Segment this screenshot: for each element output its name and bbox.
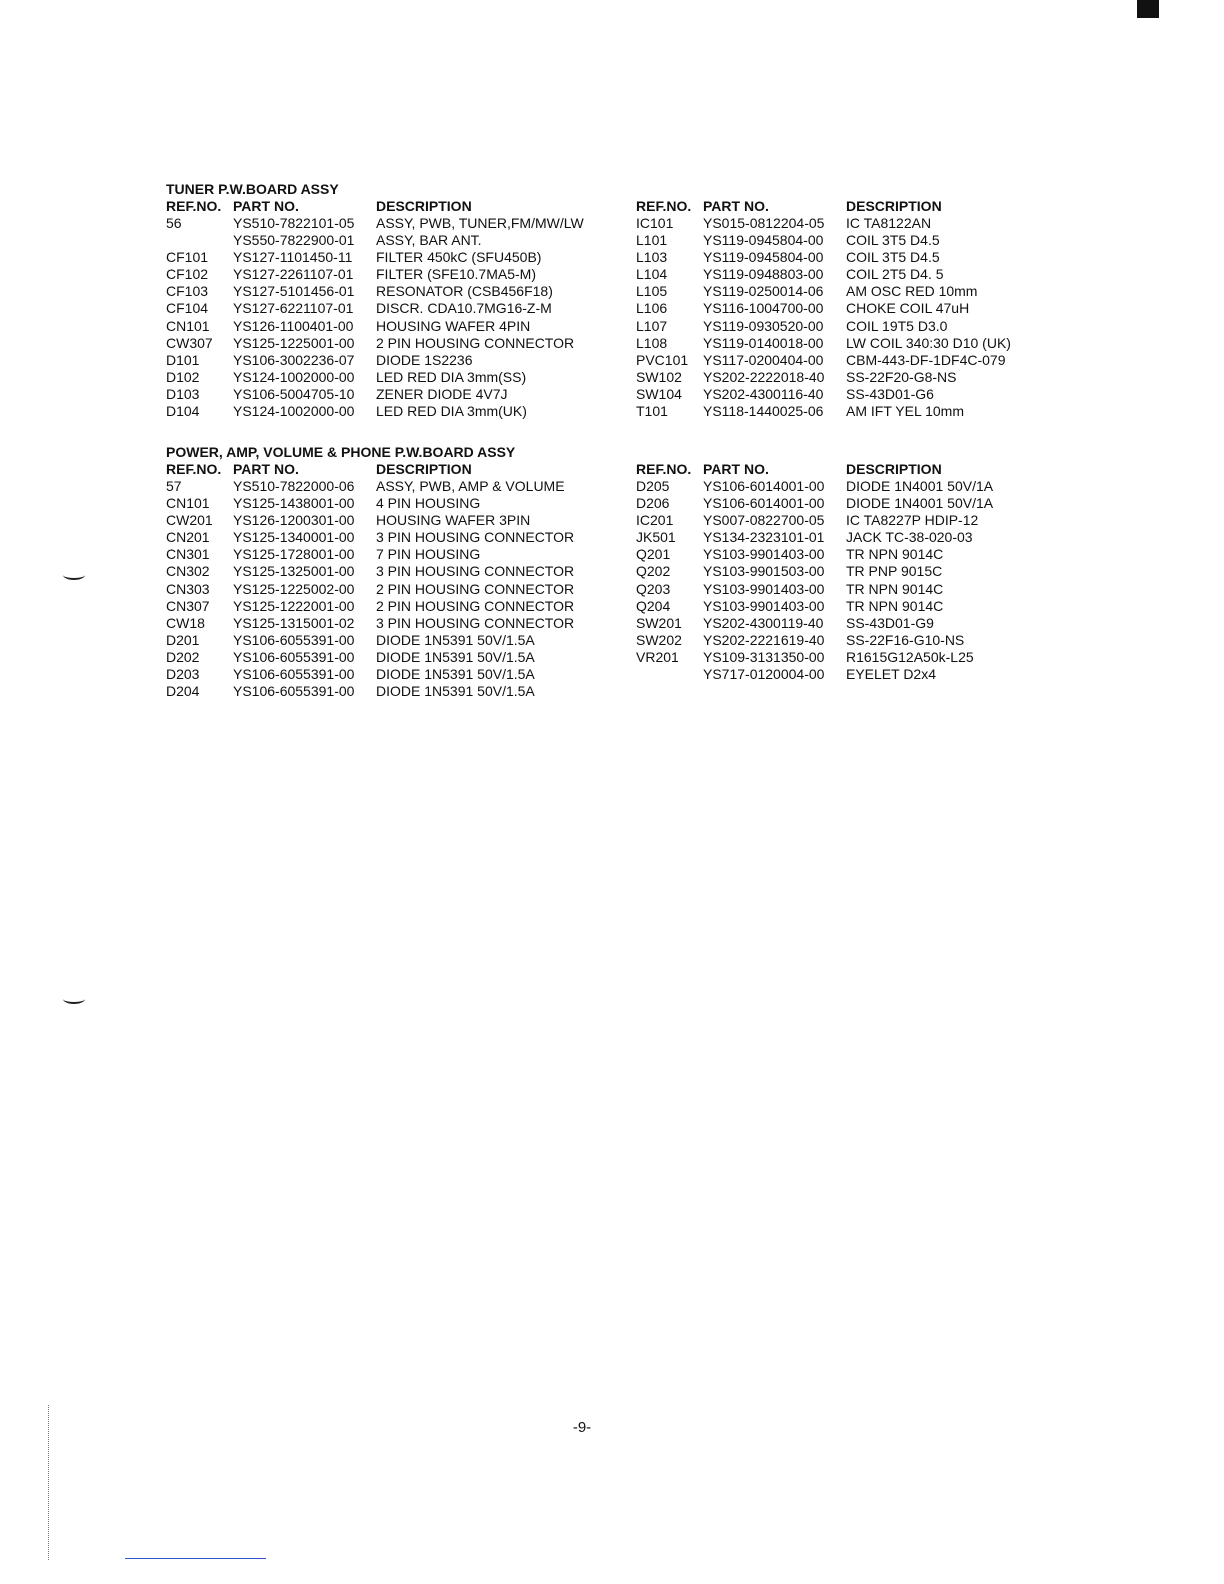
part-no-cell: YS124-1002000-00 xyxy=(233,403,355,420)
description-cell: JACK TC-38-020-03 xyxy=(846,529,973,546)
description-cell: DIODE 1S2236 xyxy=(376,351,473,368)
table-row xyxy=(166,335,606,352)
table-row xyxy=(166,563,606,580)
part-no-cell: YS116-1004700-00 xyxy=(703,300,824,317)
description-header: DESCRIPTION xyxy=(376,461,472,477)
description-cell: SS-43D01-G9 xyxy=(846,614,934,631)
part-no-cell: YS106-6014001-00 xyxy=(703,495,825,512)
footer-underline xyxy=(125,1558,266,1559)
scan-edge-line xyxy=(48,1405,49,1560)
ref-no-cell: CW18 xyxy=(166,614,205,631)
table-row xyxy=(166,215,606,232)
part-no-cell: YS119-0948803-00 xyxy=(703,266,824,283)
table-row xyxy=(636,249,1076,266)
table-row xyxy=(166,615,606,632)
part-no-header: PART NO. xyxy=(233,461,299,477)
description-cell: SS-43D01-G6 xyxy=(846,385,934,402)
part-no-cell: YS106-3002236-07 xyxy=(233,351,355,368)
description-cell: IC TA8122AN xyxy=(846,215,932,231)
table-row xyxy=(166,403,606,420)
table-header-row xyxy=(636,461,1076,478)
ref-no-cell: CF101 xyxy=(166,249,209,266)
part-no-cell: YS134-2323101-01 xyxy=(703,529,825,546)
description-cell: IC TA8227P HDIP-12 xyxy=(846,512,979,529)
table-header-row xyxy=(166,198,606,215)
table-row xyxy=(166,581,606,598)
part-no-cell: YS103-9901403-00 xyxy=(703,546,825,563)
description-cell: 2 PIN HOUSING CONNECTOR xyxy=(376,580,575,597)
description-cell: HOUSING WAFER 4PIN xyxy=(376,317,531,334)
part-no-cell: YS125-1340001-00 xyxy=(233,529,355,546)
description-header: DESCRIPTION xyxy=(846,461,942,477)
ref-no-cell: 57 xyxy=(166,478,182,494)
part-no-header: PART NO. xyxy=(703,198,769,214)
part-no-cell: YS126-1100401-00 xyxy=(233,317,354,334)
ref-no-cell: L101 xyxy=(636,232,668,249)
part-no-cell: YS202-4300119-40 xyxy=(703,614,824,631)
description-cell: DIODE 1N4001 50V/1A xyxy=(846,478,994,494)
description-cell: LED RED DIA 3mm(SS) xyxy=(376,368,527,385)
part-no-cell: YS109-3131350-00 xyxy=(703,648,825,665)
part-no-cell: YS510-7822000-06 xyxy=(233,478,355,494)
table-row xyxy=(636,403,1076,420)
ref-no-cell: D205 xyxy=(636,478,670,494)
description-cell: 3 PIN HOUSING CONNECTOR xyxy=(376,563,575,580)
power-left-table xyxy=(166,461,606,700)
table-row xyxy=(166,478,606,495)
description-cell: LW COIL 340:30 D10 (UK) xyxy=(846,334,1011,351)
ref-no-cell: PVC101 xyxy=(636,351,689,368)
ref-no-cell: CW201 xyxy=(166,512,213,529)
binding-mark xyxy=(63,570,85,580)
description-cell: CBM-443-DF-1DF4C-079 xyxy=(846,351,1006,368)
description-cell: AM OSC RED 10mm xyxy=(846,283,978,300)
part-no-cell: YS124-1002000-00 xyxy=(233,368,355,385)
part-no-cell: YS202-2222018-40 xyxy=(703,368,825,385)
ref-no-cell: D102 xyxy=(166,368,200,385)
corner-registration-mark xyxy=(1137,0,1159,18)
description-cell: COIL 3T5 D4.5 xyxy=(846,249,940,266)
table-row xyxy=(636,352,1076,369)
ref-no-cell: D202 xyxy=(166,648,200,665)
description-cell: DISCR. CDA10.7MG16-Z-M xyxy=(376,300,552,317)
part-no-cell: YS127-5101456-01 xyxy=(233,283,355,300)
table-row xyxy=(166,283,606,300)
description-cell: HOUSING WAFER 3PIN xyxy=(376,512,531,529)
ref-no-cell: L108 xyxy=(636,334,668,351)
ref-no-cell: D206 xyxy=(636,495,670,512)
part-no-header: PART NO. xyxy=(703,461,769,477)
table-row xyxy=(166,649,606,666)
binding-mark xyxy=(63,994,85,1004)
part-no-cell: YS125-1438001-00 xyxy=(233,495,355,512)
description-cell: TR NPN 9014C xyxy=(846,580,944,597)
tuner-left-table xyxy=(166,198,606,420)
ref-no-header: REF.NO. xyxy=(166,461,222,477)
part-no-cell: YS106-6055391-00 xyxy=(233,683,355,700)
part-no-cell: YS125-1728001-00 xyxy=(233,546,355,563)
table-row xyxy=(636,563,1076,580)
ref-no-cell: CN101 xyxy=(166,495,210,512)
description-cell: FILTER (SFE10.7MA5-M) xyxy=(376,266,536,283)
table-row xyxy=(636,649,1076,666)
description-cell: ASSY, PWB, TUNER,FM/MW/LW xyxy=(376,215,584,231)
description-cell: SS-22F16-G10-NS xyxy=(846,631,965,648)
table-row xyxy=(636,546,1076,563)
description-cell: RESONATOR (CSB456F18) xyxy=(376,283,553,300)
ref-no-cell: VR201 xyxy=(636,648,679,665)
part-no-cell: YS103-9901403-00 xyxy=(703,580,825,597)
ref-no-cell: CN201 xyxy=(166,529,210,546)
description-cell: TR NPN 9014C xyxy=(846,546,944,563)
part-no-cell: YS202-4300116-40 xyxy=(703,385,824,402)
table-row xyxy=(166,318,606,335)
part-no-cell: YS106-6055391-00 xyxy=(233,631,355,648)
power-right-table xyxy=(636,461,1076,683)
part-no-cell: YS125-1225002-00 xyxy=(233,580,355,597)
description-cell: TR PNP 9015C xyxy=(846,563,943,580)
table-row xyxy=(636,666,1076,683)
description-cell: AM IFT YEL 10mm xyxy=(846,403,964,420)
ref-no-cell: D104 xyxy=(166,403,200,420)
table-row xyxy=(636,215,1076,232)
description-cell: ASSY, PWB, AMP & VOLUME xyxy=(376,478,565,494)
ref-no-cell: L107 xyxy=(636,317,668,334)
ref-no-cell: T101 xyxy=(636,403,668,420)
description-header: DESCRIPTION xyxy=(376,198,472,214)
description-cell: ZENER DIODE 4V7J xyxy=(376,385,508,402)
part-no-cell: YS119-0140018-00 xyxy=(703,334,824,351)
table-row xyxy=(166,266,606,283)
description-cell: 7 PIN HOUSING xyxy=(376,546,481,563)
table-row xyxy=(636,369,1076,386)
tuner-section-title: TUNER P.W.BOARD ASSY xyxy=(166,181,339,197)
ref-no-cell: CN302 xyxy=(166,563,210,580)
ref-no-cell: SW104 xyxy=(636,385,682,402)
description-cell: 2 PIN HOUSING CONNECTOR xyxy=(376,597,575,614)
part-no-cell: YS127-1101450-11 xyxy=(233,249,353,266)
table-row xyxy=(636,478,1076,495)
ref-no-header: REF.NO. xyxy=(166,198,222,214)
part-no-cell: YS119-0930520-00 xyxy=(703,317,824,334)
ref-no-cell: D201 xyxy=(166,631,200,648)
table-row xyxy=(636,615,1076,632)
ref-no-cell: L103 xyxy=(636,249,668,266)
description-cell: COIL 3T5 D4.5 xyxy=(846,232,940,249)
table-row xyxy=(636,300,1076,317)
table-row xyxy=(166,683,606,700)
table-row xyxy=(166,249,606,266)
table-row xyxy=(636,266,1076,283)
description-cell: COIL 2T5 D4. 5 xyxy=(846,266,944,283)
description-cell: EYELET D2x4 xyxy=(846,666,937,683)
ref-no-cell: CF102 xyxy=(166,266,209,283)
ref-no-cell: 56 xyxy=(166,215,182,231)
table-row xyxy=(166,529,606,546)
ref-no-cell: Q204 xyxy=(636,597,671,614)
power-section-title: POWER, AMP, VOLUME & PHONE P.W.BOARD ASSY xyxy=(166,444,516,460)
part-no-cell: YS550-7822900-01 xyxy=(233,232,355,249)
table-row xyxy=(636,318,1076,335)
description-cell: LED RED DIA 3mm(UK) xyxy=(376,403,527,420)
ref-no-cell: L104 xyxy=(636,266,668,283)
ref-no-cell: SW201 xyxy=(636,614,682,631)
part-no-cell: YS119-0250014-06 xyxy=(703,283,824,300)
table-row xyxy=(636,598,1076,615)
description-cell: CHOKE COIL 47uH xyxy=(846,300,970,317)
description-cell: DIODE 1N5391 50V/1.5A xyxy=(376,648,535,665)
ref-no-cell: D204 xyxy=(166,683,200,700)
table-row xyxy=(636,581,1076,598)
part-no-cell: YS015-0812204-05 xyxy=(703,215,825,231)
ref-no-cell: Q203 xyxy=(636,580,671,597)
ref-no-cell: D203 xyxy=(166,666,200,683)
description-cell: DIODE 1N5391 50V/1.5A xyxy=(376,683,535,700)
ref-no-cell: Q202 xyxy=(636,563,671,580)
table-header-row xyxy=(636,198,1076,215)
part-no-cell: YS106-5004705-10 xyxy=(233,385,355,402)
part-no-cell: YS125-1222001-00 xyxy=(233,597,355,614)
table-row xyxy=(636,232,1076,249)
table-row xyxy=(636,529,1076,546)
description-cell: 2 PIN HOUSING CONNECTOR xyxy=(376,334,575,351)
ref-no-cell: JK501 xyxy=(636,529,676,546)
ref-no-cell: IC201 xyxy=(636,512,674,529)
ref-no-cell: CN307 xyxy=(166,597,210,614)
description-cell: FILTER 450kC (SFU450B) xyxy=(376,249,542,266)
table-row xyxy=(166,386,606,403)
description-cell: TR NPN 9014C xyxy=(846,597,944,614)
table-row xyxy=(166,512,606,529)
description-cell: COIL 19T5 D3.0 xyxy=(846,317,948,334)
table-row xyxy=(636,335,1076,352)
part-no-cell: YS127-6221107-01 xyxy=(233,300,354,317)
ref-no-header: REF.NO. xyxy=(636,461,692,477)
table-header-row xyxy=(166,461,606,478)
ref-no-cell: CW307 xyxy=(166,334,213,351)
ref-no-cell: L106 xyxy=(636,300,668,317)
ref-no-cell: SW102 xyxy=(636,368,682,385)
table-row xyxy=(636,386,1076,403)
table-row xyxy=(166,598,606,615)
ref-no-cell: Q201 xyxy=(636,546,671,563)
ref-no-cell: D103 xyxy=(166,385,200,402)
ref-no-header: REF.NO. xyxy=(636,198,692,214)
part-no-cell: YS007-0822700-05 xyxy=(703,512,825,529)
part-no-cell: YS119-0945804-00 xyxy=(703,249,824,266)
description-cell: 3 PIN HOUSING CONNECTOR xyxy=(376,614,575,631)
table-row xyxy=(166,352,606,369)
ref-no-cell xyxy=(636,666,703,683)
part-no-cell: YS119-0945804-00 xyxy=(703,232,824,249)
table-row xyxy=(636,512,1076,529)
part-no-cell: YS125-1225001-00 xyxy=(233,334,355,351)
ref-no-cell: SW202 xyxy=(636,631,682,648)
ref-no-cell: L105 xyxy=(636,283,668,300)
part-no-cell: YS126-1200301-00 xyxy=(233,512,355,529)
description-cell: 4 PIN HOUSING xyxy=(376,495,481,512)
description-cell: SS-22F20-G8-NS xyxy=(846,368,957,385)
ref-no-cell: CF104 xyxy=(166,300,209,317)
table-row xyxy=(166,369,606,386)
part-no-cell: YS717-0120004-00 xyxy=(703,666,825,683)
description-cell: ASSY, BAR ANT. xyxy=(376,232,482,249)
table-row xyxy=(166,495,606,512)
part-no-cell: YS125-1315001-02 xyxy=(233,614,355,631)
ref-no-cell: CN303 xyxy=(166,580,210,597)
part-no-header: PART NO. xyxy=(233,198,299,214)
part-no-cell: YS103-9901403-00 xyxy=(703,597,825,614)
part-no-cell: YS127-2261107-01 xyxy=(233,266,354,283)
table-row xyxy=(166,232,606,249)
page-number: -9- xyxy=(572,1419,592,1436)
part-no-cell: YS125-1325001-00 xyxy=(233,563,355,580)
table-row xyxy=(636,283,1076,300)
ref-no-cell: IC101 xyxy=(636,215,674,231)
part-no-cell: YS118-1440025-06 xyxy=(703,403,824,420)
ref-no-cell xyxy=(166,232,233,249)
table-row xyxy=(166,300,606,317)
part-no-cell: YS510-7822101-05 xyxy=(233,215,355,231)
table-row xyxy=(636,632,1076,649)
table-row xyxy=(636,495,1076,512)
description-cell: 3 PIN HOUSING CONNECTOR xyxy=(376,529,575,546)
table-row xyxy=(166,632,606,649)
description-cell: R1615G12A50k-L25 xyxy=(846,648,974,665)
part-no-cell: YS117-0200404-00 xyxy=(703,351,824,368)
part-no-cell: YS202-2221619-40 xyxy=(703,631,825,648)
ref-no-cell: CN301 xyxy=(166,546,210,563)
part-no-cell: YS106-6055391-00 xyxy=(233,666,355,683)
description-cell: DIODE 1N5391 50V/1.5A xyxy=(376,666,535,683)
tuner-right-table xyxy=(636,198,1076,420)
part-no-cell: YS103-9901503-00 xyxy=(703,563,825,580)
part-no-cell: YS106-6055391-00 xyxy=(233,648,355,665)
table-row xyxy=(166,666,606,683)
ref-no-cell: CF103 xyxy=(166,283,209,300)
part-no-cell: YS106-6014001-00 xyxy=(703,478,825,494)
description-cell: DIODE 1N5391 50V/1.5A xyxy=(376,631,535,648)
description-cell: DIODE 1N4001 50V/1A xyxy=(846,495,994,512)
ref-no-cell: CN101 xyxy=(166,317,210,334)
ref-no-cell: D101 xyxy=(166,351,200,368)
table-row xyxy=(166,546,606,563)
description-header: DESCRIPTION xyxy=(846,198,942,214)
